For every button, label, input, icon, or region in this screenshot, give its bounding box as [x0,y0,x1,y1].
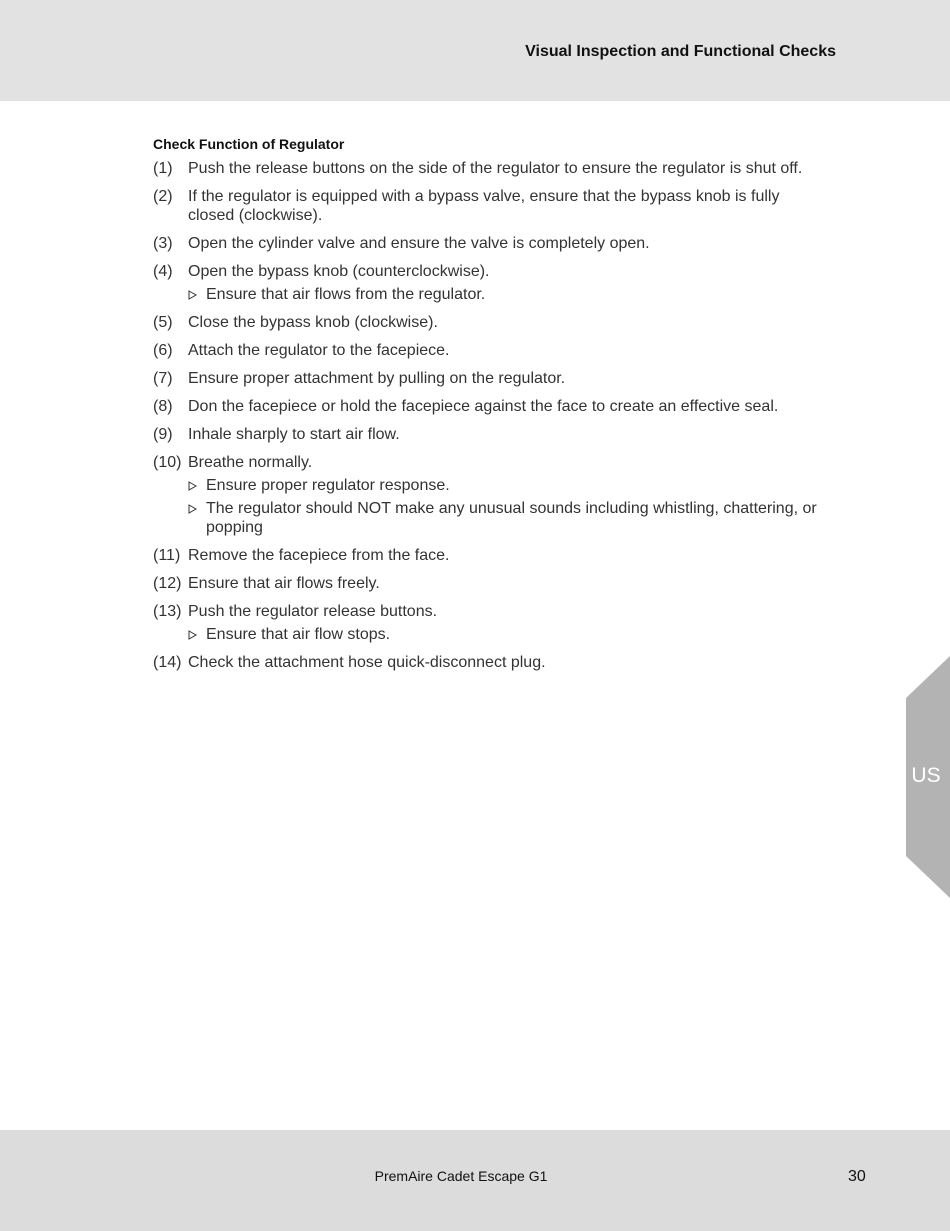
step-item [153,159,823,178]
step-item [153,313,823,332]
language-tab-label: US [911,764,941,787]
triangle-bullet-icon [188,504,197,514]
step-text: Check the attachment hose quick-disconnect plug. [188,654,546,671]
step-text: If the regulator is equipped with a bypass valve, ensure that the bypass knob is fully closed (clockwise). [188,188,780,224]
substep-list [188,625,823,644]
step-text: Breathe normally. [188,454,313,471]
step-number: (1) [153,160,173,177]
step-number: (14) [153,654,182,671]
step-number: (5) [153,314,173,331]
step-item [153,234,823,253]
substep-list [188,476,823,537]
step-number: (2) [153,188,173,205]
step-number: (10) [153,454,182,471]
step-item [153,453,823,537]
step-item [153,602,823,644]
substep-item [188,285,823,304]
step-item [153,546,823,565]
step-text: Push the release buttons on the side of the regulator to ensure the regulator is shut off. [188,160,803,177]
triangle-bullet-icon [188,481,197,491]
step-number: (7) [153,370,173,387]
step-item [153,425,823,444]
step-list [153,159,823,681]
step-text: Close the bypass knob (clockwise). [188,314,438,331]
page-footer [0,1130,950,1231]
step-text: Ensure that air flows freely. [188,575,380,592]
substep-item [188,476,823,495]
step-number: (4) [153,263,173,280]
step-text: Push the regulator release buttons. [188,603,438,620]
step-text: Open the bypass knob (counterclockwise). [188,263,490,280]
step-text: Ensure proper attachment by pulling on the regulator. [188,370,566,387]
header-title: Visual Inspection and Functional Checks [525,43,836,60]
section-title: Check Function of Regulator [153,136,345,152]
step-item [153,574,823,593]
step-item [153,262,823,304]
substep-text: Ensure that air flows from the regulator. [206,286,486,303]
substep-list [188,285,823,304]
step-number: (9) [153,426,173,443]
step-text: Attach the regulator to the facepiece. [188,342,450,359]
page-number: 30 [848,1168,866,1185]
step-number: (3) [153,235,173,252]
substep-text: The regulator should NOT make any unusual sounds including whistling, chattering, or popping [206,500,817,536]
triangle-bullet-icon [188,290,197,300]
substep-text: Ensure that air flow stops. [206,626,391,643]
step-text: Inhale sharply to start air flow. [188,426,400,443]
step-text: Don the facepiece or hold the facepiece against the face to create an effective seal. [188,398,779,415]
step-item [153,369,823,388]
substep-text: Ensure proper regulator response. [206,477,450,494]
step-number: (12) [153,575,182,592]
substep-item [188,625,823,644]
footer-product-name: PremAire Cadet Escape G1 [374,1168,548,1184]
step-number: (8) [153,398,173,415]
page-header [0,0,950,101]
step-item [153,341,823,360]
step-number: (6) [153,342,173,359]
triangle-bullet-icon [188,630,197,640]
step-item [153,653,823,672]
step-number: (13) [153,603,182,620]
step-text: Remove the facepiece from the face. [188,547,450,564]
step-text: Open the cylinder valve and ensure the valve is completely open. [188,235,650,252]
step-item [153,187,823,225]
step-item [153,397,823,416]
substep-item [188,499,823,537]
step-number: (11) [153,547,181,564]
